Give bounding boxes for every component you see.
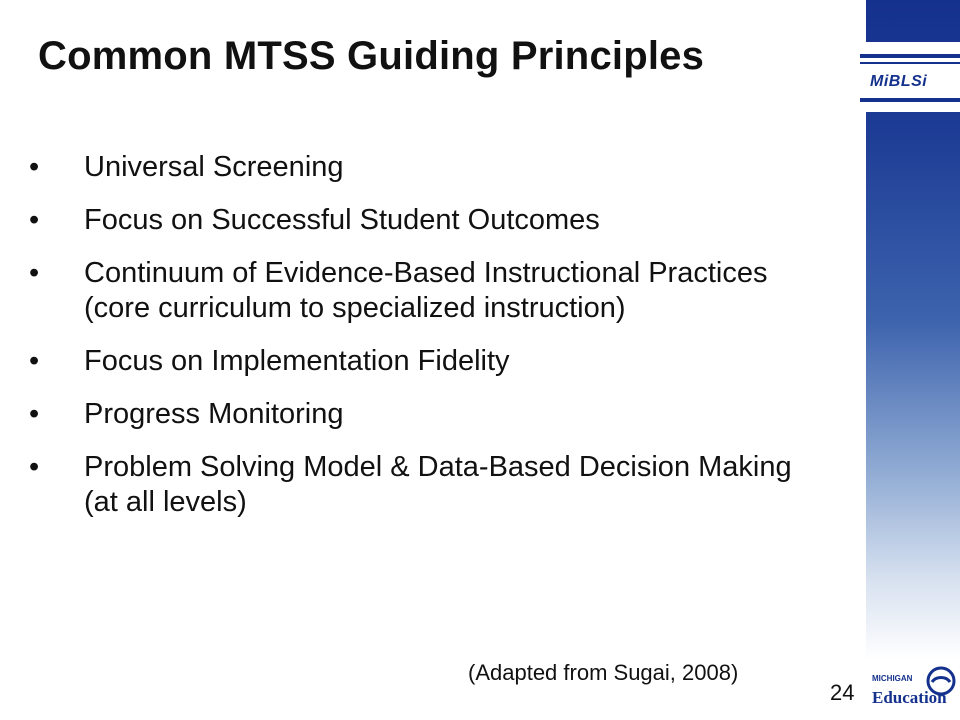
bullet-item [26,203,816,238]
bullet-dot: • [29,398,40,430]
bullet-text: Progress Monitoring [84,398,344,430]
miblsi-logo [860,42,960,112]
bullet-dot: • [29,451,40,483]
bullet-dot: • [29,204,40,236]
bullet-dot: • [29,151,40,183]
citation: (Adapted from Sugai, 2008) [468,660,739,685]
bullet-item [26,344,816,379]
bullet-text: Focus on Implementation Fidelity [84,345,510,377]
mde-logo-big-text: Education [872,688,947,707]
bullet-list [26,150,816,538]
bullet-item [26,256,816,326]
bullet-dot: • [29,345,40,377]
bullet-dot: • [29,257,40,289]
bullet-text: Continuum of Evidence-Based Instructional Practices (core curriculum to specialized instruction) [84,257,768,324]
mde-logo-small-text: MICHIGAN [872,674,913,683]
bullet-item [26,397,816,432]
bullet-text: Focus on Successful Student Outcomes [84,204,600,236]
bullet-text: Universal Screening [84,151,344,183]
miblsi-logo-text: MiBLSi [870,73,928,90]
michigan-education-logo [866,664,960,720]
bullet-text: Problem Solving Model & Data-Based Decision Making (at all levels) [84,451,792,518]
slide-title: Common MTSS Guiding Principles [38,34,705,78]
michigan-emblem-icon [926,666,956,696]
page-number: 24 [830,680,855,705]
bullet-item [26,450,816,520]
bullet-item [26,150,816,185]
